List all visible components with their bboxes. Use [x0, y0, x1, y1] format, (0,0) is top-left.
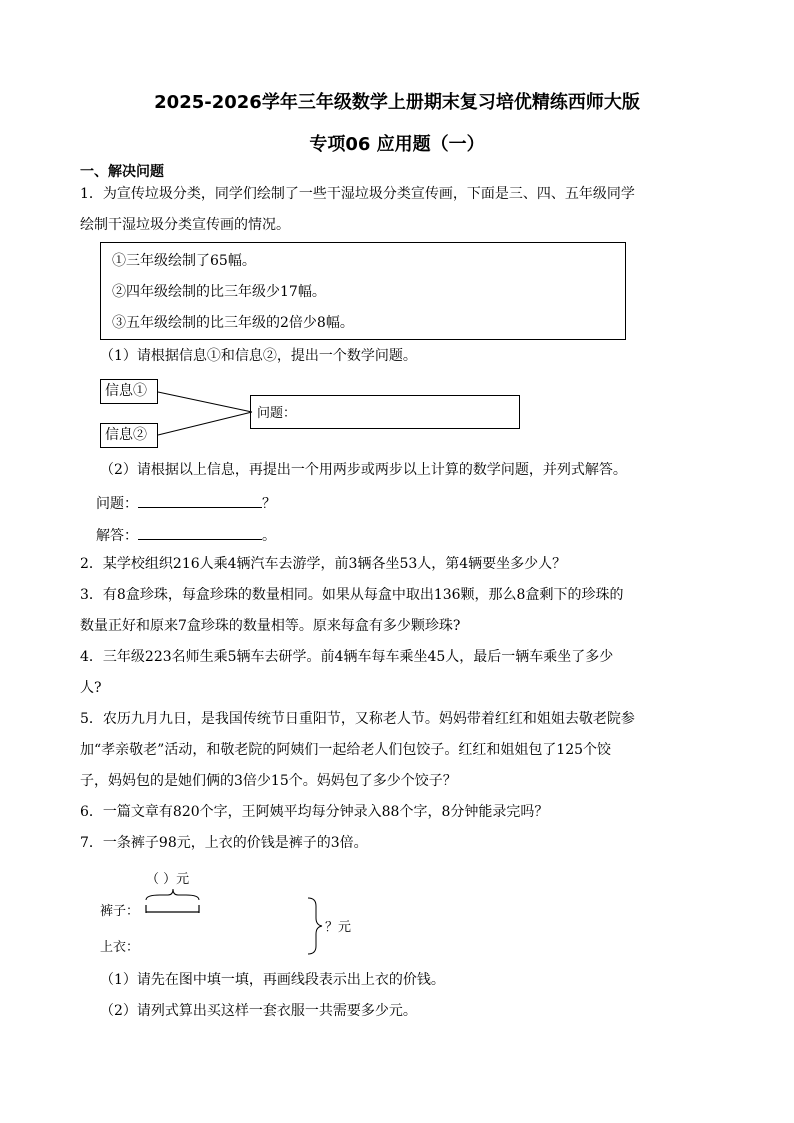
q5-line1: 5．农历九月九日，是我国传统节日重阳节，又称老人节。妈妈带着红红和姐姐去敬老院参 — [80, 711, 635, 727]
q7-part2: （2）请列式算出买这样一套衣服一共需要多少元。 — [100, 1003, 417, 1019]
question-box-label: 问题： — [257, 406, 297, 421]
q3-line1: 3．有8盒珍珠，每盒珍珠的数量相同。如果从每盒中取出136颗，那么8盒剩下的珍珠的 — [80, 587, 624, 603]
q7-part1: （1）请先在图中填一填，再画线段表示出上衣的价钱。 — [100, 972, 445, 988]
q5-line2: 加“孝亲敬老”活动，和敬老院的阿姨们一起给老人们包饺子。红红和姐姐包了125个饺 — [80, 742, 612, 758]
q1-line1: 1．为宣传垃圾分类，同学们绘制了一些干湿垃圾分类宣传画，下面是三、四、五年级同学 — [80, 186, 635, 202]
info-tag-2-label: 信息② — [105, 427, 147, 443]
q4-line1: 4．三年级223名师生乘5辆车去研学。前4辆车每车乘坐45人，最后一辆车乘坐了多少 — [80, 649, 614, 665]
q3-line2: 数量正好和原来7盒珍珠的数量相等。原来每盒有多少颗珍珠? — [80, 618, 461, 634]
q1-ask-label: 问题： — [96, 496, 138, 512]
page-subtitle: 专项06 应用题（一） — [309, 134, 485, 155]
q1-info-3: ③五年级绘制的比三年级的2倍少8幅。 — [112, 315, 354, 331]
q7-blank-label[interactable]: （ ）元 — [146, 872, 190, 887]
q7-coat-label: 上衣： — [100, 940, 140, 955]
total-brace — [308, 898, 322, 954]
q7-pants-label: 裤子： — [100, 904, 140, 919]
pants-brace — [146, 889, 199, 900]
q6: 6．一篇文章有820个字，王阿姨平均每分钟录入88个字，8分钟能录完吗？ — [80, 804, 549, 820]
q5-line3: 子，妈妈包的是她们俩的3倍少15个。妈妈包了多少个饺子？ — [80, 773, 457, 789]
q1-ask-end: ？ — [262, 496, 276, 512]
q1-info-2: ②四年级绘制的比三年级少17幅。 — [112, 284, 326, 300]
q4-line2: 人? — [80, 680, 102, 696]
q1-part2: （2）请根据以上信息，再提出一个用两步或两步以上计算的数学问题，并列式解答。 — [100, 462, 627, 478]
info-tag-1-label: 信息① — [105, 383, 147, 399]
q7-line1: 7．一条裤子98元，上衣的价钱是裤子的3倍。 — [80, 835, 368, 851]
q1-answer-label: 解答： — [96, 528, 138, 544]
q1-line2: 绘制干湿垃圾分类宣传画的情况。 — [80, 217, 290, 233]
page-title: 2025-2026学年三年级数学上册期末复习培优精练西师大版 — [154, 92, 640, 113]
q7-total-label: ？元 — [325, 920, 352, 935]
q2: 2．某学校组织216人乘4辆汽车去游学，前3辆各坐53人，第4辆要坐多少人？ — [80, 556, 567, 572]
q1-info-1: ①三年级绘制了65幅。 — [112, 253, 256, 269]
q1-answer-end: 。 — [262, 528, 276, 544]
q1-part1: （1）请根据信息①和信息②，提出一个数学问题。 — [100, 348, 417, 364]
section-heading: 一、解决问题 — [80, 164, 164, 180]
